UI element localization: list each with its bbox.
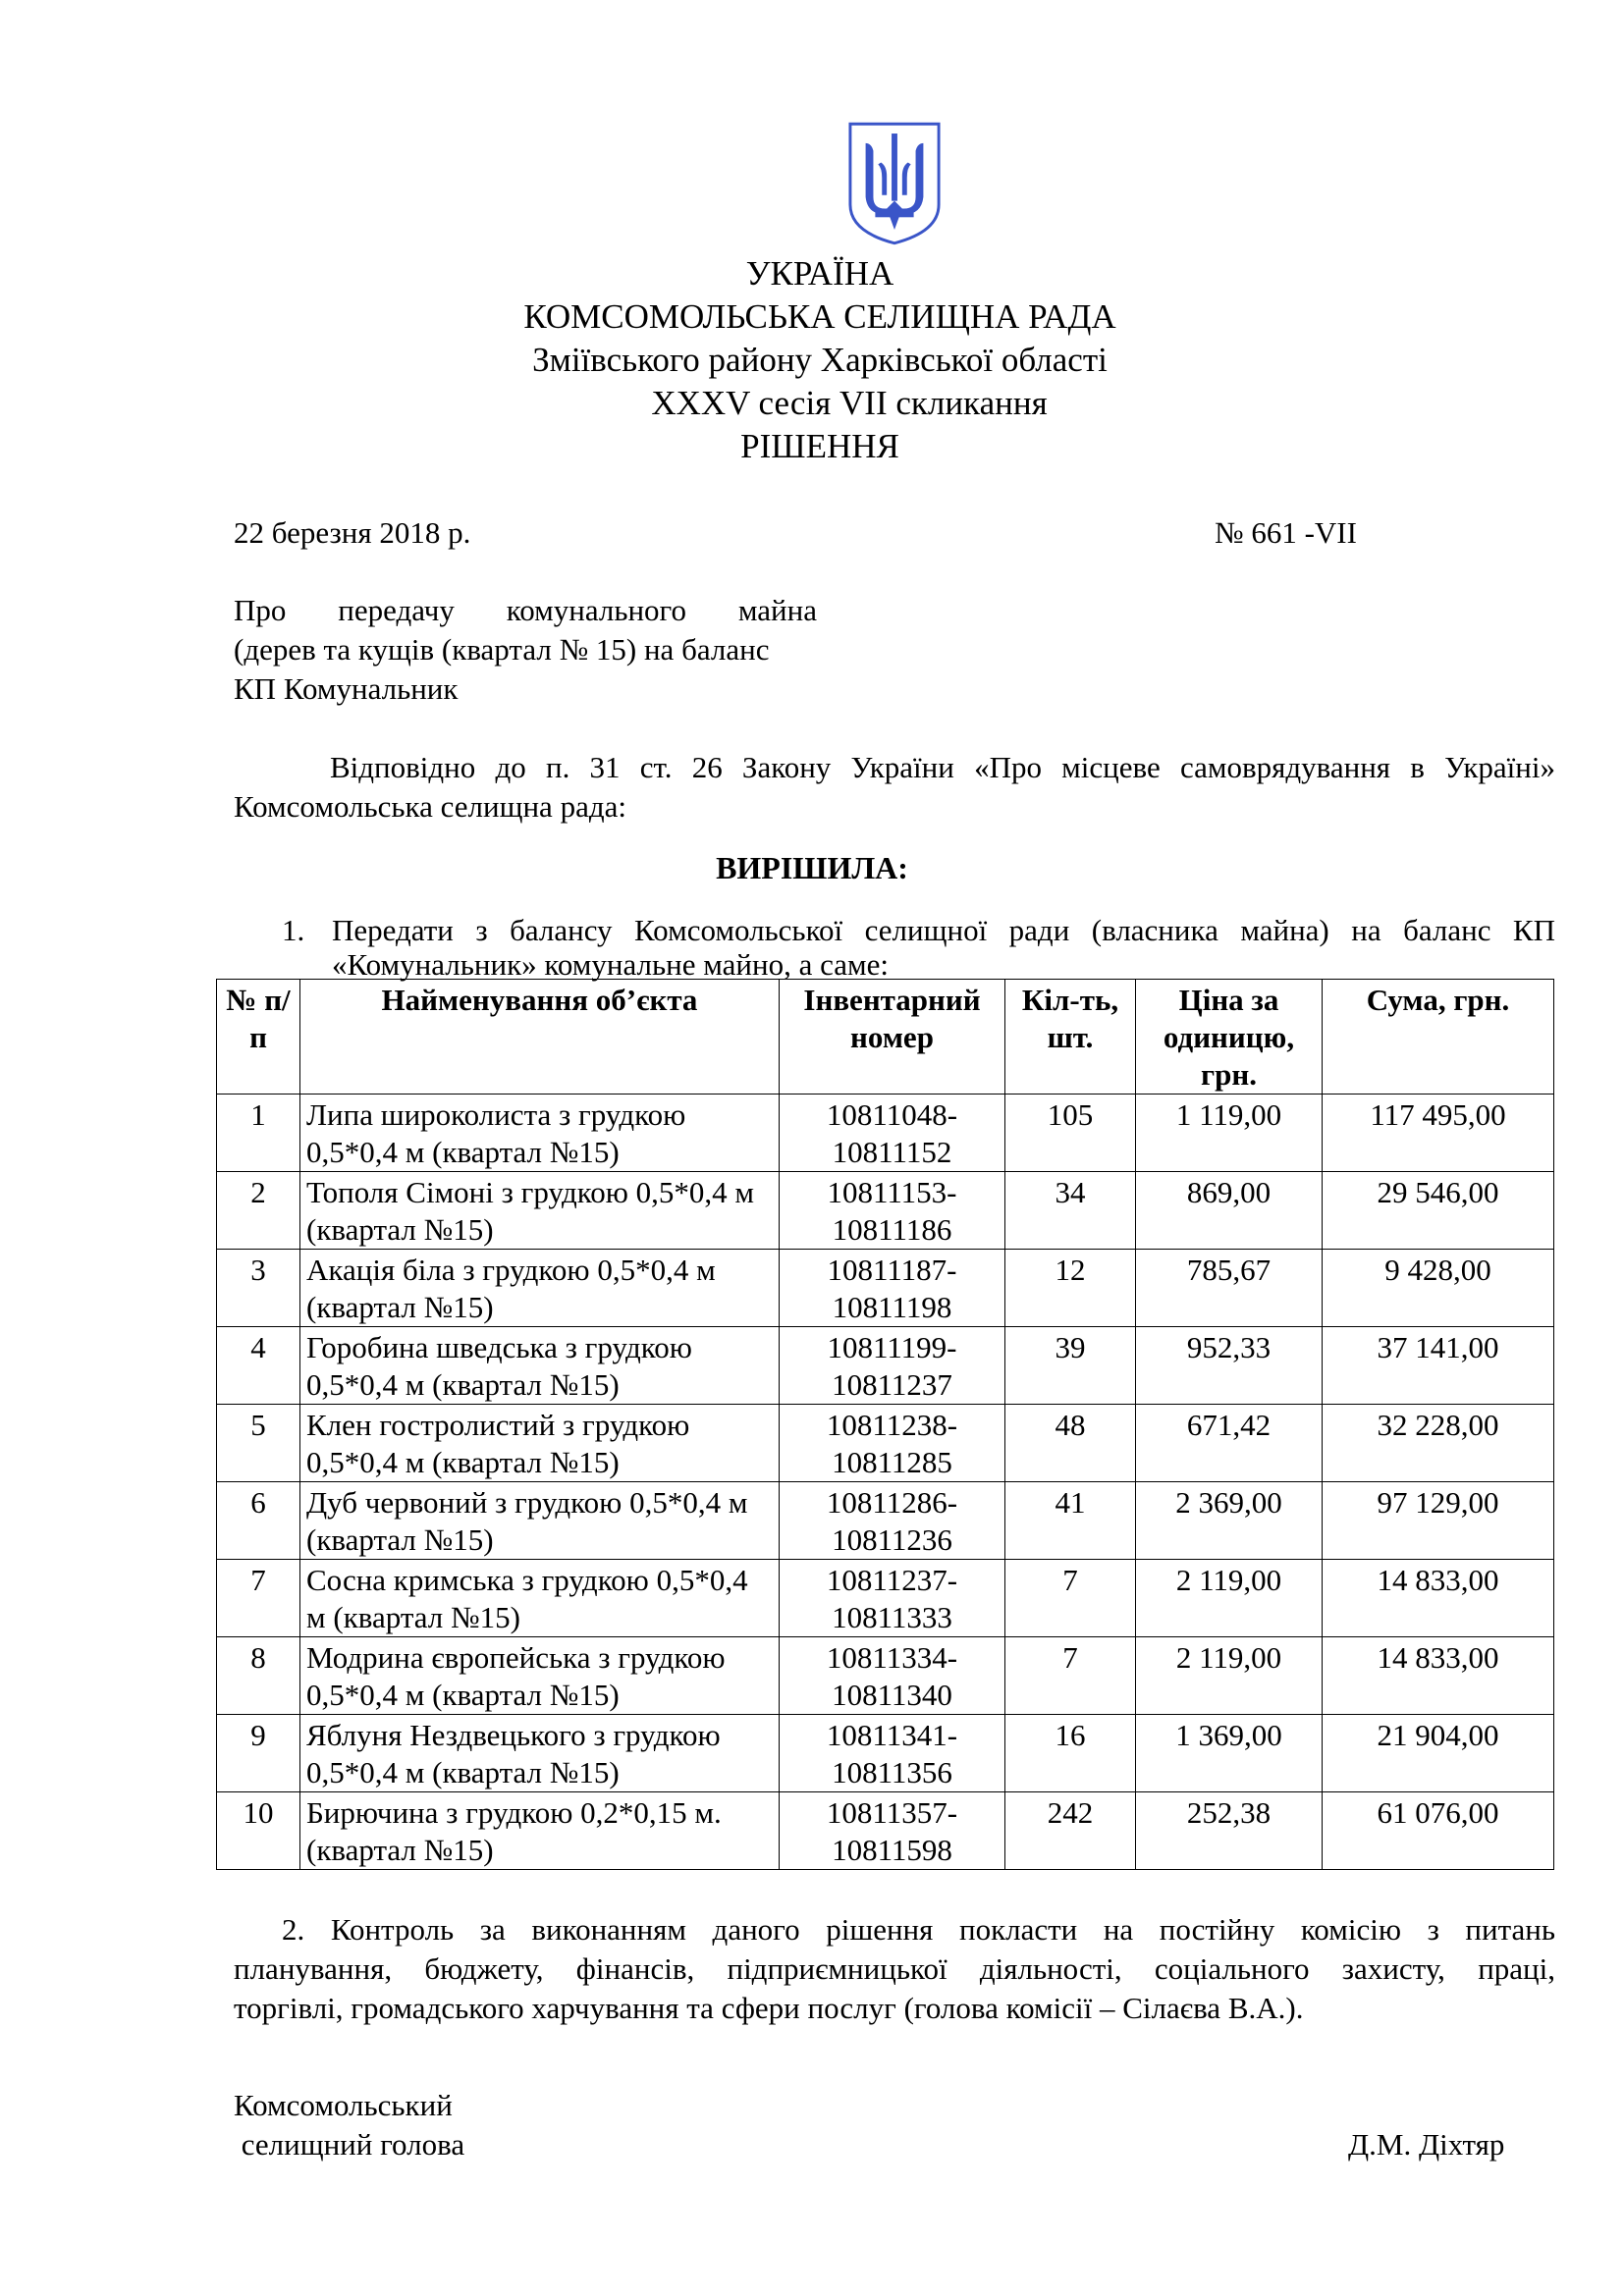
row-number: 9 [217,1715,300,1792]
table-row [217,1560,1554,1637]
table-row [217,1637,1554,1715]
council-title: КОМСОМОЛЬСЬКА СЕЛИЩНА РАДА [523,297,1116,336]
item1-line-2: «Комунальник» комунальне майно, а саме: [332,947,889,982]
table-header-row [217,980,1554,1095]
row-number: 2 [217,1172,300,1250]
total-sum: 61 076,00 [1323,1792,1554,1870]
signature-name: Д.М. Діхтяр [1348,2127,1505,2162]
item-name: Бирючина з грудкою 0,2*0,15 м. (квартал №15) [300,1792,780,1870]
row-number: 4 [217,1327,300,1405]
item-name: Акація біла з грудкою 0,5*0,4 м (квартал №15) [300,1250,780,1327]
preamble-line-1: Відповідно до п. 31 ст. 26 Закону України «Про місцеве самоврядування в Україні» [330,750,1555,784]
session-title: XXXV сесія VII скликання [651,384,1048,422]
unit-price: 952,33 [1136,1327,1323,1405]
subject-line-1: Про передачу комунального майна [234,593,817,627]
row-number: 5 [217,1405,300,1482]
item2-line-2: планування, бюджету, фінансів, підприємницької діяльності, соціального захисту, праці, [234,1951,1555,1986]
total-sum: 9 428,00 [1323,1250,1554,1327]
row-number: 1 [217,1095,300,1172]
col-header-number: № п/п [217,980,300,1095]
decision-date: 22 березня 2018 р. [234,515,471,550]
table-row [217,1482,1554,1560]
decided-heading: ВИРІШИЛА: [716,850,908,885]
unit-price: 1 119,00 [1136,1095,1323,1172]
unit-price: 2 119,00 [1136,1637,1323,1715]
unit-price: 671,42 [1136,1405,1323,1482]
table-row [217,1327,1554,1405]
decision-number: № 661 -VII [1215,515,1357,550]
inventory-number: 10811048-10811152 [780,1095,1005,1172]
table-row [217,1095,1554,1172]
preamble-line-2: Комсомольська селищна рада: [234,789,626,824]
col-header-quantity: Кіл-ть, шт. [1005,980,1136,1095]
table-row [217,1172,1554,1250]
inventory-number: 10811357-10811598 [780,1792,1005,1870]
country-title: УКРАЇНА [745,254,894,293]
quantity: 242 [1005,1792,1136,1870]
inventory-number: 10811153-10811186 [780,1172,1005,1250]
total-sum: 97 129,00 [1323,1482,1554,1560]
district-title: Зміївського району Харківської області [532,341,1108,379]
total-sum: 117 495,00 [1323,1095,1554,1172]
subject-line-3: КП Комунальник [234,671,459,706]
total-sum: 32 228,00 [1323,1405,1554,1482]
quantity: 7 [1005,1560,1136,1637]
unit-price: 2 119,00 [1136,1560,1323,1637]
quantity: 105 [1005,1095,1136,1172]
row-number: 7 [217,1560,300,1637]
item-name: Яблуня Нездвецького з грудкою 0,5*0,4 м (квартал №15) [300,1715,780,1792]
inventory-number: 10811199-10811237 [780,1327,1005,1405]
unit-price: 785,67 [1136,1250,1323,1327]
item-name: Модрина європейська з грудкою 0,5*0,4 м (квартал №15) [300,1637,780,1715]
item2-line-3: торгівлі, громадського харчування та сфери послуг (голова комісії – Сілаєва В.А.). [234,1991,1304,2025]
signature-title-line-2: селищний голова [234,2127,465,2162]
total-sum: 21 904,00 [1323,1715,1554,1792]
col-header-inventory: Інвентарний номер [780,980,1005,1095]
unit-price: 2 369,00 [1136,1482,1323,1560]
unit-price: 1 369,00 [1136,1715,1323,1792]
row-number: 8 [217,1637,300,1715]
col-header-name: Найменування об’єкта [300,980,780,1095]
table-row [217,1405,1554,1482]
inventory-number: 10811286-10811236 [780,1482,1005,1560]
item-name: Горобина шведська з грудкою 0,5*0,4 м (квартал №15) [300,1327,780,1405]
item2-line-1: 2. Контроль за виконанням даного рішення покласти на постійну комісію з питань [282,1912,1555,1947]
item-name: Тополя Сімоні з грудкою 0,5*0,4 м (квартал №15) [300,1172,780,1250]
property-table [216,979,1554,1870]
row-number: 10 [217,1792,300,1870]
signature-title-line-1: Комсомольський [234,2088,453,2122]
inventory-number: 10811187-10811198 [780,1250,1005,1327]
quantity: 7 [1005,1637,1136,1715]
item-name: Клен гостролистий з грудкою 0,5*0,4 м (квартал №15) [300,1405,780,1482]
item1-line-1: Передати з балансу Комсомольської селищної ради (власника майна) на баланс КП [332,913,1555,947]
quantity: 12 [1005,1250,1136,1327]
quantity: 39 [1005,1327,1136,1405]
quantity: 48 [1005,1405,1136,1482]
quantity: 34 [1005,1172,1136,1250]
inventory-number: 10811237-10811333 [780,1560,1005,1637]
total-sum: 14 833,00 [1323,1560,1554,1637]
item-name: Дуб червоний з грудкою 0,5*0,4 м (квартал №15) [300,1482,780,1560]
row-number: 3 [217,1250,300,1327]
inventory-number: 10811334-10811340 [780,1637,1005,1715]
total-sum: 29 546,00 [1323,1172,1554,1250]
total-sum: 37 141,00 [1323,1327,1554,1405]
table-row [217,1715,1554,1792]
quantity: 41 [1005,1482,1136,1560]
total-sum: 14 833,00 [1323,1637,1554,1715]
inventory-number: 10811238-10811285 [780,1405,1005,1482]
quantity: 16 [1005,1715,1136,1792]
unit-price: 869,00 [1136,1172,1323,1250]
document-type: РІШЕННЯ [740,427,899,465]
row-number: 6 [217,1482,300,1560]
coat-of-arms-icon [846,120,943,247]
col-header-sum: Сума, грн. [1323,980,1554,1095]
col-header-price: Ціна за одиницю, грн. [1136,980,1323,1095]
item1-number: 1. [282,913,305,947]
unit-price: 252,38 [1136,1792,1323,1870]
table-row [217,1792,1554,1870]
inventory-number: 10811341-10811356 [780,1715,1005,1792]
item-name: Липа широколиста з грудкою 0,5*0,4 м (квартал №15) [300,1095,780,1172]
subject-line-2: (дерев та кущів (квартал № 15) на баланс [234,632,770,667]
table-row [217,1250,1554,1327]
item-name: Сосна кримська з грудкою 0,5*0,4 м (квартал №15) [300,1560,780,1637]
